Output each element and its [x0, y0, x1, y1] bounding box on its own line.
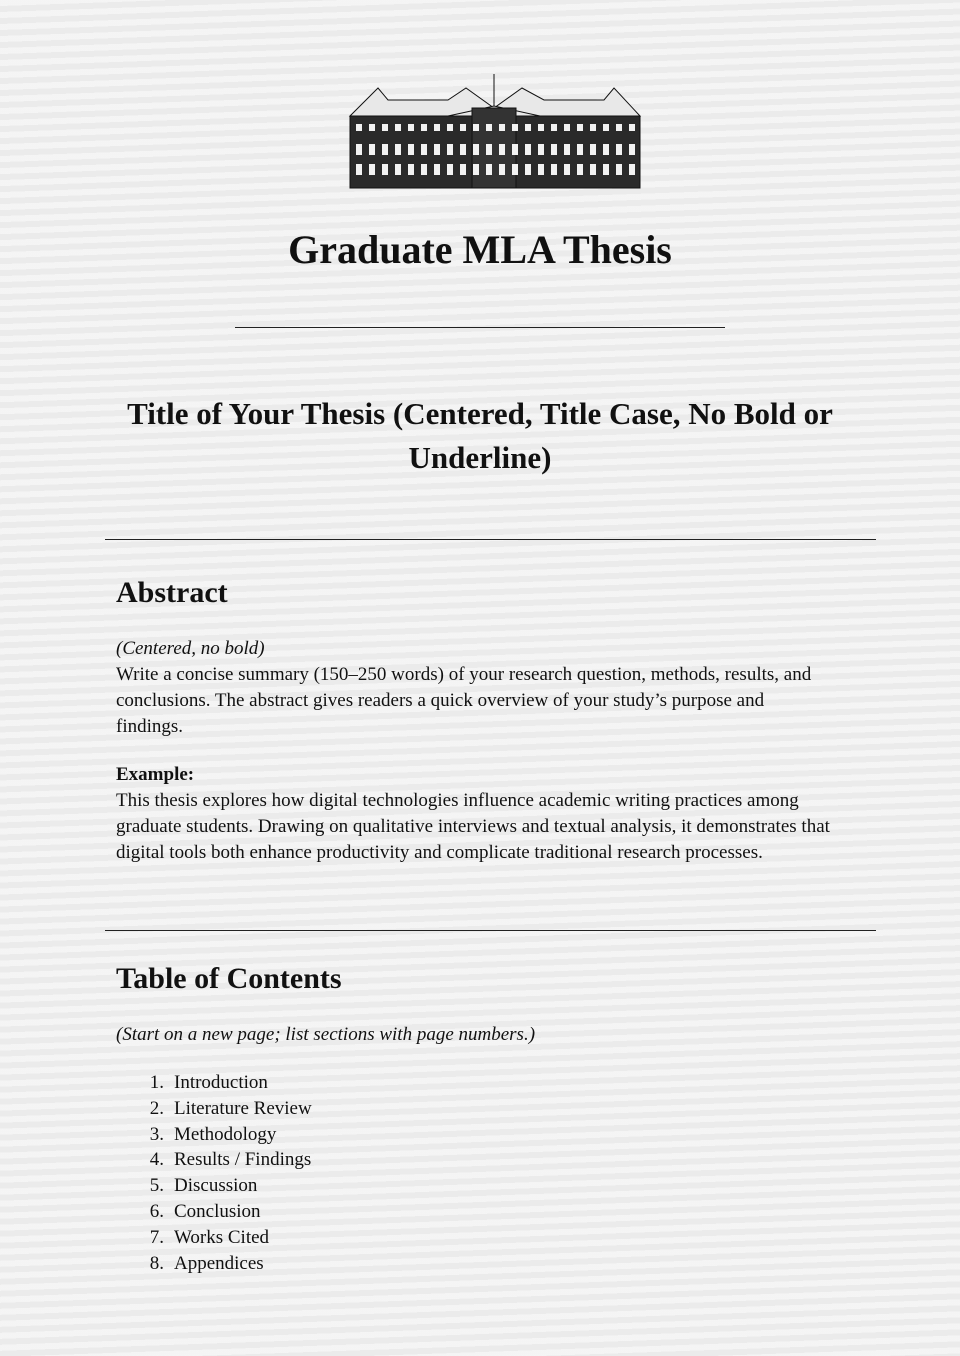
toc-item-number: 5.	[149, 1175, 164, 1197]
toc-item	[116, 1147, 312, 1173]
building-window	[551, 144, 557, 155]
building-window	[486, 124, 492, 131]
building-window	[616, 124, 622, 131]
building-window	[564, 124, 570, 131]
building-window	[538, 124, 544, 131]
building-window	[538, 144, 544, 155]
building-window	[460, 144, 466, 155]
building-window	[616, 144, 622, 155]
building-window	[408, 164, 414, 175]
building-window	[603, 144, 609, 155]
building-window	[603, 164, 609, 175]
toc-item-label: Methodology	[174, 1123, 277, 1145]
building-window	[512, 124, 518, 131]
building-window	[447, 124, 453, 131]
abstract-heading: Abstract	[116, 576, 228, 609]
building-window	[434, 164, 440, 175]
example-label: Example:	[116, 764, 195, 785]
building-window	[382, 144, 388, 155]
abstract-body: Write a concise summary (150–250 words) of your research question, methods, results, and conclusions. The abstract gives readers a quick overview of your study’s purpose and findings.	[116, 664, 812, 737]
building-window	[629, 124, 635, 131]
toc-item-number: 6.	[149, 1200, 164, 1222]
building-window	[382, 124, 388, 131]
toc-item	[116, 1225, 312, 1251]
toc-item-label: Conclusion	[174, 1200, 261, 1222]
building-window	[525, 144, 531, 155]
building-window	[460, 124, 466, 131]
toc-item	[116, 1173, 312, 1199]
building-window	[538, 164, 544, 175]
building-window	[551, 164, 557, 175]
building-window	[356, 144, 362, 155]
document-title: Graduate MLA Thesis	[288, 227, 672, 272]
toc-item-label: Works Cited	[174, 1226, 270, 1248]
building-window	[564, 144, 570, 155]
toc-item	[116, 1199, 312, 1225]
building-window	[577, 144, 583, 155]
building-window	[369, 164, 375, 175]
toc-item-label: Results / Findings	[174, 1149, 312, 1171]
abstract-note: (Centered, no bold)	[116, 638, 265, 659]
building-window	[525, 124, 531, 131]
building-window	[447, 144, 453, 155]
divider	[235, 327, 725, 328]
building-window	[603, 124, 609, 131]
toc-item-number: 3.	[149, 1123, 164, 1145]
toc-item	[116, 1122, 312, 1148]
building-window	[577, 124, 583, 131]
building-window	[356, 164, 362, 175]
building-window	[499, 164, 505, 175]
building-window	[616, 164, 622, 175]
building-window	[473, 144, 479, 155]
divider	[105, 539, 876, 540]
building-window	[434, 144, 440, 155]
building-window	[395, 164, 401, 175]
toc-item-label: Discussion	[174, 1175, 258, 1197]
example-text: This thesis explores how digital technologies influence academic writing practices among graduate students. Drawing on qualitative interviews and textual analysis, it demonstrates that digital tools both enhance productivity and complicate traditional research processes.	[116, 790, 830, 863]
building-window	[395, 144, 401, 155]
toc-item-label: Literature Review	[174, 1097, 312, 1119]
toc-item-label: Appendices	[174, 1252, 264, 1274]
toc-item-number: 8.	[149, 1252, 164, 1274]
university-building-illustration	[348, 72, 642, 190]
building-window	[525, 164, 531, 175]
toc-item-number: 7.	[149, 1226, 164, 1248]
building-window	[408, 124, 414, 131]
toc-list	[116, 1070, 312, 1276]
toc-item	[116, 1070, 312, 1096]
building-window	[590, 124, 596, 131]
toc-note: (Start on a new page; list sections with page numbers.)	[116, 1024, 536, 1045]
building-window	[421, 124, 427, 131]
building-window	[512, 144, 518, 155]
building-window	[421, 164, 427, 175]
building-window	[486, 164, 492, 175]
building-window	[473, 124, 479, 131]
building-window	[551, 124, 557, 131]
building-window	[395, 124, 401, 131]
building-window	[577, 164, 583, 175]
building-window	[369, 144, 375, 155]
building-window	[590, 164, 596, 175]
building-window	[629, 144, 635, 155]
building-window	[590, 144, 596, 155]
building-window	[564, 164, 570, 175]
building-window	[356, 124, 362, 131]
building-window	[512, 164, 518, 175]
toc-item-label: Introduction	[174, 1072, 268, 1093]
building-window	[460, 164, 466, 175]
divider	[105, 930, 876, 931]
building-window	[408, 144, 414, 155]
building-window	[473, 164, 479, 175]
building-window	[499, 144, 505, 155]
toc-item	[116, 1096, 312, 1122]
building-window	[499, 124, 505, 131]
building-window	[434, 124, 440, 131]
building-window	[382, 164, 388, 175]
building-window	[369, 124, 375, 131]
building-window	[629, 164, 635, 175]
toc-item	[116, 1251, 312, 1277]
building-window	[447, 164, 453, 175]
toc-item-number: 4.	[149, 1149, 164, 1171]
building-window	[486, 144, 492, 155]
toc-heading: Table of Contents	[116, 962, 342, 995]
thesis-title: Title of Your Thesis (Centered, Title Case, No Bold or Underline)	[127, 396, 833, 475]
toc-item-number: 2.	[149, 1097, 164, 1119]
building-window	[421, 144, 427, 155]
toc-item-number: 1.	[149, 1072, 164, 1093]
